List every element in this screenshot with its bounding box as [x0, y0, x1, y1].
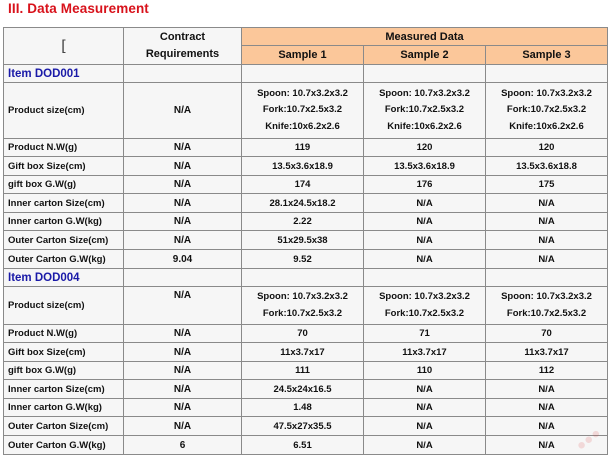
table-row	[4, 362, 608, 380]
contract-value: N/A	[124, 362, 242, 380]
sample-value-line: Knife:10x6.2x2.6	[387, 120, 462, 132]
contract-header-line1: Contract	[159, 31, 206, 43]
item-row-blank-cell	[364, 65, 486, 83]
sample-value	[242, 287, 364, 325]
table-row	[4, 417, 608, 436]
sample-value: N/A	[364, 194, 486, 213]
table-row	[4, 157, 608, 176]
data-measurement-table	[3, 27, 608, 455]
sample-value-line: Spoon: 10.7x3.2x3.2	[501, 87, 592, 99]
contract-requirements-header	[124, 28, 242, 65]
contract-value: N/A	[124, 287, 242, 325]
sample-value: 70	[242, 325, 364, 343]
contract-value: N/A	[124, 83, 242, 139]
row-label: Outer Carton Size(cm)	[4, 417, 124, 436]
sample-value: 120	[486, 139, 608, 157]
sample-value-line: Fork:10.7x2.5x3.2	[384, 307, 465, 319]
table-row	[4, 176, 608, 194]
sample-value: 28.1x24.5x18.2	[242, 194, 364, 213]
row-label: Outer Carton G.W(kg)	[4, 436, 124, 455]
sample-value: 11x3.7x17	[242, 343, 364, 362]
sample-value: 24.5x24x16.5	[242, 380, 364, 399]
contract-value: N/A	[124, 343, 242, 362]
sample-value-line: Fork:10.7x2.5x3.2	[262, 104, 343, 116]
sample-value: 47.5x27x35.5	[242, 417, 364, 436]
item-row-blank-cell	[124, 65, 242, 83]
sample-value: 6.51	[242, 436, 364, 455]
sample-value-line: Fork:10.7x2.5x3.2	[506, 307, 587, 319]
sample-value: N/A	[364, 250, 486, 269]
item-row-blank-cell	[242, 65, 364, 83]
header-blank-cell	[4, 28, 124, 65]
sample-value: N/A	[364, 436, 486, 455]
sample-value	[486, 287, 608, 325]
contract-value: N/A	[124, 194, 242, 213]
item-row	[4, 269, 608, 287]
item-label: Item DOD004	[4, 269, 124, 287]
section-title: III. Data Measurement	[8, 1, 149, 16]
sample-value-line: Spoon: 10.7x3.2x3.2	[379, 291, 470, 302]
sample-value: 13.5x3.6x18.8	[486, 157, 608, 176]
sample-value: 13.5x3.6x18.9	[364, 157, 486, 176]
row-label: gift box G.W(g)	[4, 176, 124, 194]
sample-value: 120	[364, 139, 486, 157]
measured-data-header: Measured Data	[242, 28, 608, 46]
sample-value: N/A	[364, 380, 486, 399]
item-row-blank-cell	[486, 65, 608, 83]
sample-value: 175	[486, 176, 608, 194]
item-row-blank-cell	[124, 269, 242, 287]
row-label: Inner carton G.W(kg)	[4, 213, 124, 231]
sample-value	[364, 287, 486, 325]
sample-value	[242, 83, 364, 139]
sample-value: 70	[486, 325, 608, 343]
contract-value: 6	[124, 436, 242, 455]
text-cursor-mark: [	[58, 37, 69, 55]
sample-header: Sample 3	[486, 46, 608, 65]
sample-value: 176	[364, 176, 486, 194]
table-row	[4, 83, 608, 139]
sample-value: N/A	[364, 417, 486, 436]
table-row	[4, 343, 608, 362]
sample-value: N/A	[486, 231, 608, 250]
sample-value: 11x3.7x17	[486, 343, 608, 362]
sample-header: Sample 2	[364, 46, 486, 65]
sample-value: 51x29.5x38	[242, 231, 364, 250]
table-row	[4, 231, 608, 250]
table-row	[4, 399, 608, 417]
table-row	[4, 287, 608, 325]
sample-header: Sample 1	[242, 46, 364, 65]
sample-value-line: Knife:10x6.2x2.6	[509, 120, 584, 132]
sample-value-line: Spoon: 10.7x3.2x3.2	[257, 87, 348, 99]
contract-value: N/A	[124, 139, 242, 157]
row-label: Gift box Size(cm)	[4, 157, 124, 176]
sample-value: 71	[364, 325, 486, 343]
sample-value	[364, 83, 486, 139]
item-row-blank-cell	[242, 269, 364, 287]
table-body	[4, 65, 608, 455]
sample-value-line: Fork:10.7x2.5x3.2	[384, 104, 465, 116]
sample-value-line: Spoon: 10.7x3.2x3.2	[501, 291, 592, 302]
item-label: Item DOD001	[4, 65, 124, 83]
sample-value: N/A	[486, 250, 608, 269]
table-row	[4, 250, 608, 269]
item-row-blank-cell	[486, 269, 608, 287]
contract-value: N/A	[124, 325, 242, 343]
sample-value-line: Fork:10.7x2.5x3.2	[506, 104, 587, 116]
contract-header-line2: Requirements	[145, 48, 220, 60]
sample-value: 11x3.7x17	[364, 343, 486, 362]
sample-value: 111	[242, 362, 364, 380]
row-label: Inner carton G.W(kg)	[4, 399, 124, 417]
row-label: Gift box Size(cm)	[4, 343, 124, 362]
sample-value-line: Spoon: 10.7x3.2x3.2	[379, 87, 470, 99]
sample-value: 1.48	[242, 399, 364, 417]
sample-value: N/A	[486, 417, 608, 436]
sample-value: 2.22	[242, 213, 364, 231]
contract-value: N/A	[124, 157, 242, 176]
row-label: Product N.W(g)	[4, 325, 124, 343]
sample-value-line: Knife:10x6.2x2.6	[265, 120, 340, 132]
row-label: Outer Carton G.W(kg)	[4, 250, 124, 269]
sample-value-line: Spoon: 10.7x3.2x3.2	[257, 291, 348, 302]
sample-value: N/A	[364, 399, 486, 417]
row-label: Inner carton Size(cm)	[4, 194, 124, 213]
sample-value: 112	[486, 362, 608, 380]
table-row	[4, 213, 608, 231]
contract-value: N/A	[124, 380, 242, 399]
row-label: Product N.W(g)	[4, 139, 124, 157]
table-row	[4, 139, 608, 157]
contract-value: N/A	[124, 176, 242, 194]
table-row	[4, 325, 608, 343]
contract-value: 9.04	[124, 250, 242, 269]
row-label: Product size(cm)	[4, 287, 124, 325]
sample-value-line: Fork:10.7x2.5x3.2	[262, 307, 343, 319]
contract-value: N/A	[124, 213, 242, 231]
row-label: gift box G.W(g)	[4, 362, 124, 380]
row-label: Inner carton Size(cm)	[4, 380, 124, 399]
table-row	[4, 380, 608, 399]
contract-value: N/A	[124, 417, 242, 436]
table-row	[4, 436, 608, 455]
sample-value	[486, 83, 608, 139]
sample-value: N/A	[486, 380, 608, 399]
contract-value: N/A	[124, 231, 242, 250]
sample-value: 13.5x3.6x18.9	[242, 157, 364, 176]
contract-value: N/A	[124, 399, 242, 417]
table-row	[4, 194, 608, 213]
sample-value: 9.52	[242, 250, 364, 269]
sample-value: N/A	[486, 436, 608, 455]
sample-value: 110	[364, 362, 486, 380]
sample-value: N/A	[486, 213, 608, 231]
row-label: Outer Carton Size(cm)	[4, 231, 124, 250]
item-row	[4, 65, 608, 83]
sample-value: 119	[242, 139, 364, 157]
sample-value: N/A	[486, 399, 608, 417]
sample-value: N/A	[486, 194, 608, 213]
sample-value: 174	[242, 176, 364, 194]
sample-value: N/A	[364, 213, 486, 231]
row-label: Product size(cm)	[4, 83, 124, 139]
sample-value: N/A	[364, 231, 486, 250]
item-row-blank-cell	[364, 269, 486, 287]
